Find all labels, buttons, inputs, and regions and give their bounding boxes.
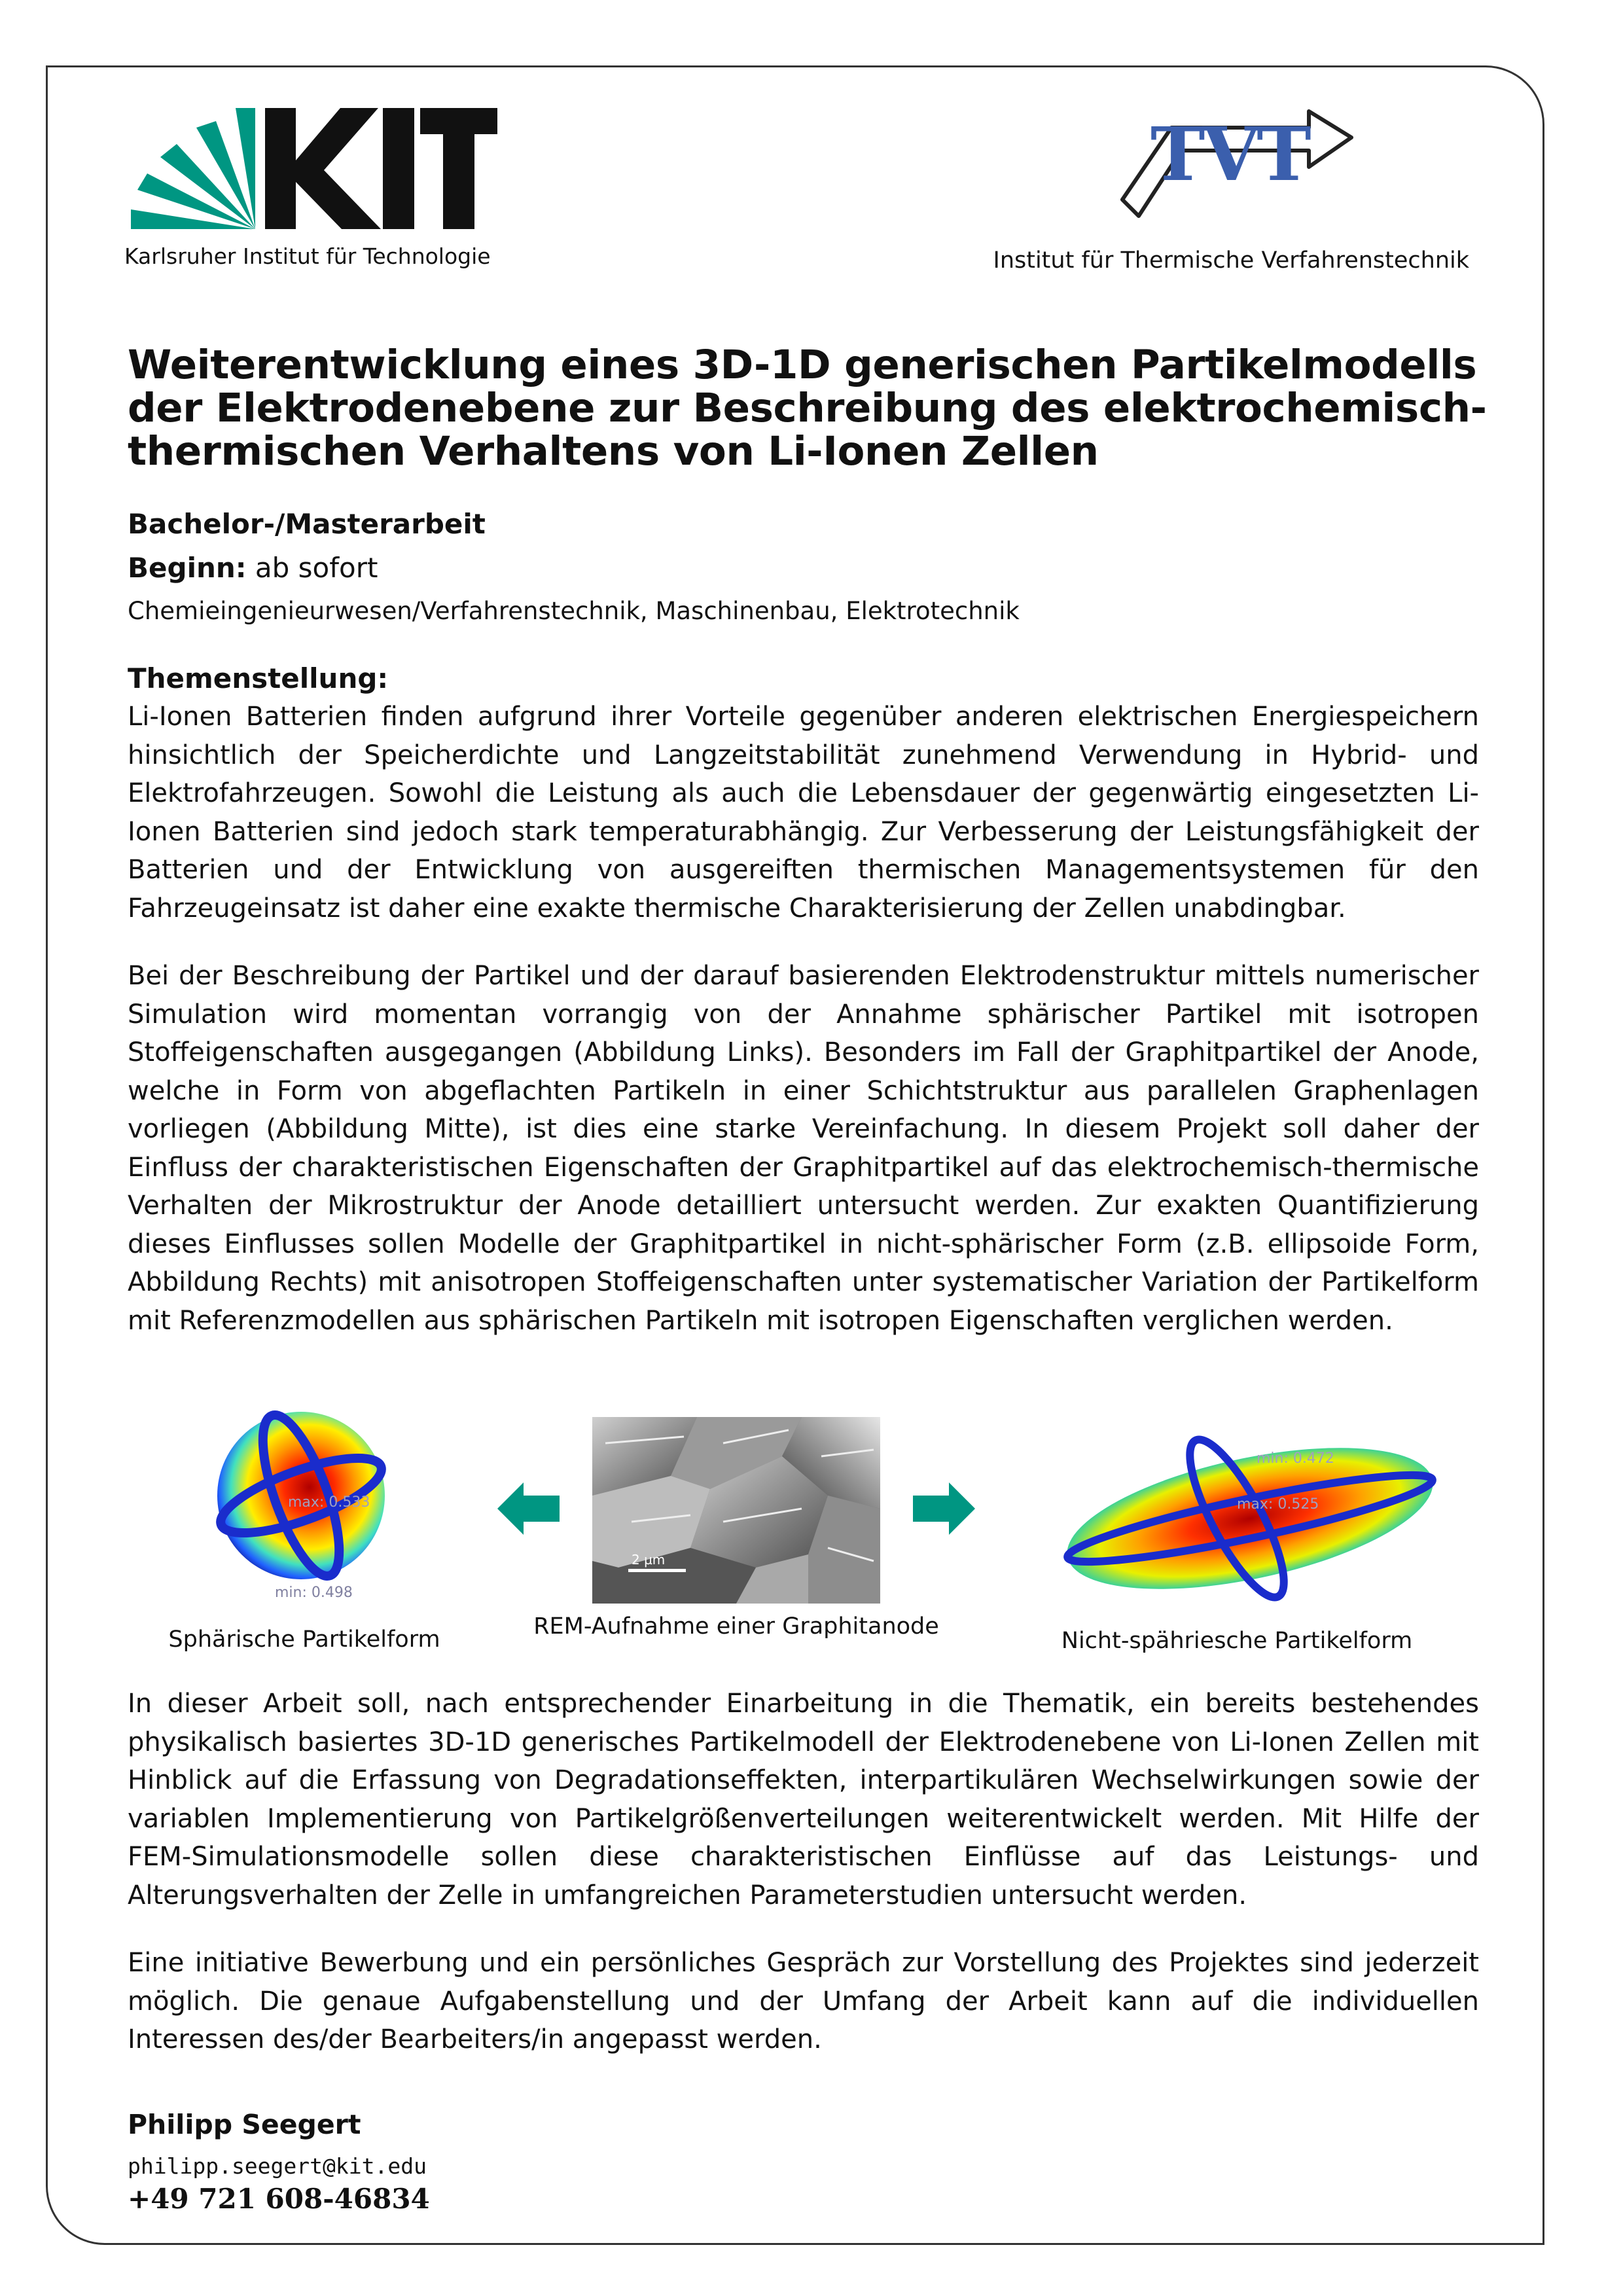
ellipsoid-max-label: max: 0.525 <box>1237 1496 1319 1513</box>
tvt-subtitle: Institut für Thermische Verfahrenstechnik <box>993 247 1469 274</box>
caption-center: REM-Aufnahme einer Graphitanode <box>533 1613 939 1640</box>
study-fields: Chemieingenieurwesen/Verfahrenstechnik, Maschinenbau, Elektrotechnik <box>128 597 1020 625</box>
ellipsoid-min-label: min: 0.472 <box>1257 1450 1334 1467</box>
contact-phone: +49 721 608-46834 <box>128 2183 430 2215</box>
caption-right: Nicht-spähriesche Partikelform <box>1061 1628 1413 1654</box>
spherical-particle-figure <box>196 1407 406 1604</box>
paragraph-2: Bei der Beschreibung der Partikel und der darauf basierenden Elektrodenstruktur mittels numerischer Simulation wird momentan vorrangig von der Annahme sphärischer Partikel mit isotropen Stoffeigenschaften ausgegangen (Abbildung Links). Besonders im Fall der Graphitpartikel der Anode, welche in Form von abgeflachten Partikeln in einer Schichtstruktur aus parallelen Graphenlagen vorliegen (Abbildung Mitte), ist dies eine starke Vereinfachung. In diesem Projekt soll daher der Einfluss der charakteristischen Eigenschaften der Graphitpartikel auf das elektrochemisch-thermische Verhalten der Mikrostruktur der Anode detailliert untersucht werden. Zur exakten Quantifizierung dieses Einflusses sollen Modelle der Graphitpartikel in nicht-sphärischer Form (z.B. ellipsoide Form, Abbildung Rechts) mit anisotropen Stoffeigenschaften unter systematischer Variation der Partikelform mit Referenzmodellen aus sphärischen Partikeln mit isotropen Eigenschaften verglichen werden. <box>128 961 1479 1336</box>
theme-heading: Themenstellung: <box>128 662 389 694</box>
tvt-logo <box>1113 98 1361 229</box>
start-line <box>128 552 378 584</box>
document-title: Weiterentwicklung eines 3D-1D generischen Partikelmodells der Elektrodenebene zur Beschreibung des elektrochemisch-thermischen Verhaltens von Li-Ionen Zellen <box>128 342 1487 475</box>
caption-left: Sphärische Partikelform <box>168 1626 440 1653</box>
contact-email[interactable]: philipp.seegert@kit.edu <box>128 2153 427 2179</box>
start-label: Beginn: <box>128 552 247 584</box>
tvt-logo-text: TVT <box>1150 112 1309 198</box>
paragraph-3: In dieser Arbeit soll, nach entsprechender Einarbeitung in die Thematik, ein bereits bestehendes physikalisch basiertes 3D-1D generisches Partikelmodell der Elektrodenebene von Li-Ionen Zellen mit Hinblick auf die Erfassung von Degradationseffekten, interpartikulären Wechselwirkungen sowie der variablen Implementierung von Partikelgrößenverteilungen weiterentwickelt werden. Mit Hilfe der FEM-Simulationsmodelle sollen diese charakteristischen Einflüsse auf das Leistungs- und Alterungsverhalten der Zelle in umfangreichen Parameterstudien untersucht werden. <box>128 1689 1479 1910</box>
arrow-right-icon <box>910 1482 975 1535</box>
kit-logo <box>124 105 497 236</box>
sphere-max-label: max: 0.533 <box>288 1494 370 1511</box>
ellipsoid-particle-figure <box>1060 1420 1440 1617</box>
arrow-left-icon <box>497 1482 563 1535</box>
start-value: ab sofort <box>255 552 378 584</box>
paragraph-1: Li-Ionen Batterien finden aufgrund ihrer Vorteile gegenüber anderen elektrischen Energiespeichern hinsichtlich der Speicherdichte und Langzeitstabilität zunehmend Verwendung in Hybrid- und Elektrofahrzeugen. Sowohl die Leistung als auch die Lebensdauer der gegenwärtig eingesetzten Li-Ionen Batterien sind jedoch stark temperaturabhängig. Zur Verbesserung der Leistungsfähigkeit der Batterien und der Entwicklung von ausgereiften thermischen Managementsystemen für den Fahrzeugeinsatz ist daher eine exakte thermische Charakterisierung der Zellen unabdingbar. <box>128 702 1479 924</box>
sphere-min-label: min: 0.498 <box>275 1585 353 1601</box>
rem-image-figure <box>592 1417 880 1604</box>
kit-subtitle: Karlsruher Institut für Technologie <box>124 243 491 269</box>
paragraph-4: Eine initiative Bewerbung und ein persönliches Gespräch zur Vorstellung des Projektes sind jederzeit möglich. Die genaue Aufgabenstellung und der Umfang der Arbeit kann auf die individuellen Interessen des/der Bearbeiters/in angepasst werden. <box>128 1948 1479 2054</box>
contact-name: Philipp Seegert <box>128 2109 361 2140</box>
scale-bar-label: 2 µm <box>632 1552 666 1568</box>
thesis-type: Bachelor-/Masterarbeit <box>128 508 486 540</box>
